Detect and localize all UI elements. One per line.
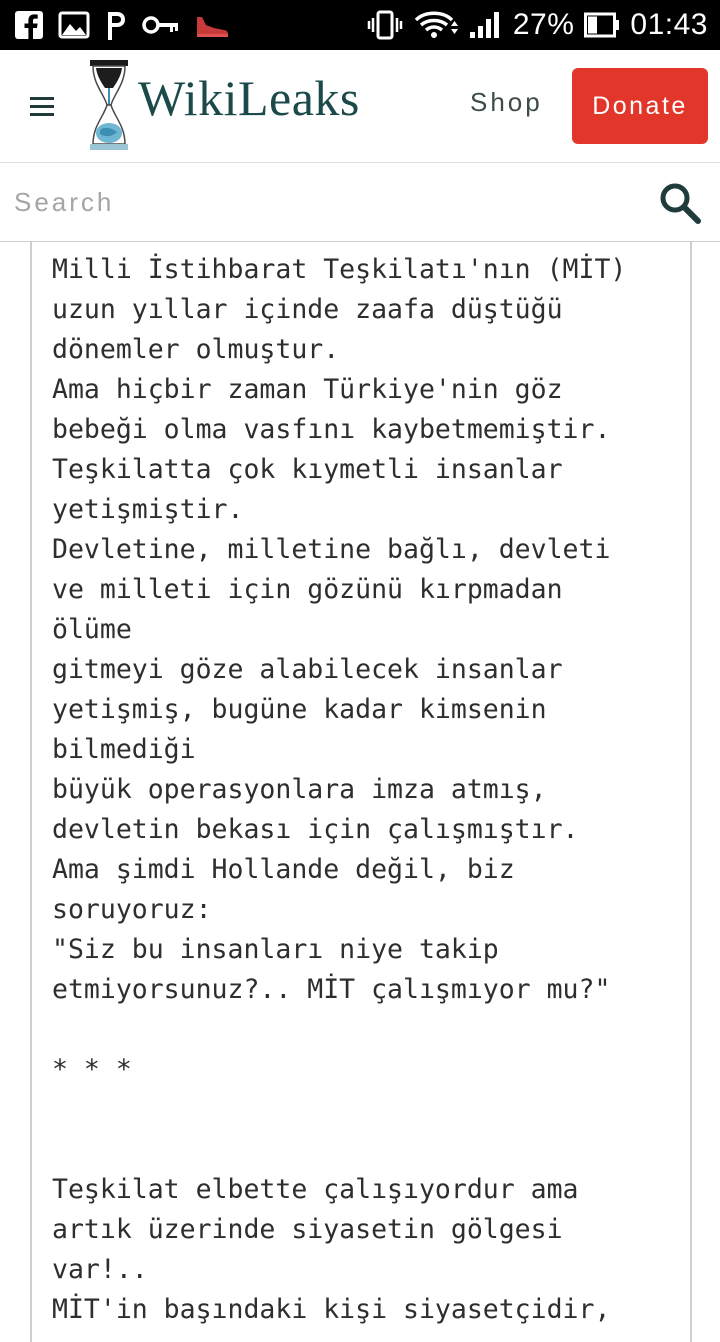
text-line: gitmeyi göze alabilecek insanlar (52, 654, 563, 685)
text-line: Ama şimdi Hollande değil, biz (52, 854, 515, 885)
facebook-icon (14, 8, 44, 42)
text-line: devletin bekası için çalışmıştır. (52, 814, 579, 845)
text-line: bilmediği (52, 734, 196, 765)
clock: 01:43 (630, 8, 708, 41)
search-icon[interactable] (656, 179, 704, 227)
hamburger-icon-bar (30, 113, 54, 116)
text-line: artık üzerinde siyasetin gölgesi (52, 1214, 563, 1245)
vibrate-icon (367, 8, 403, 42)
text-line: dönemler olmuştur. (52, 334, 340, 365)
battery-icon (584, 8, 620, 42)
text-line: Milli İstihbarat Teşkilatı'nın (MİT) (52, 254, 627, 285)
text-line (52, 1130, 682, 1170)
text-line: var!.. (52, 1254, 148, 1285)
search-bar (0, 163, 720, 242)
hourglass-logo-icon[interactable] (84, 58, 134, 152)
menu-button[interactable] (30, 88, 60, 124)
section-separator: * * * (52, 1054, 132, 1085)
p-app-icon (104, 8, 128, 42)
notification-icons (14, 8, 230, 42)
text-line: soruyoruz: (52, 894, 212, 925)
text-line: Devletine, milletine bağlı, devleti (52, 534, 611, 565)
search-input[interactable] (12, 179, 636, 225)
status-bar (0, 0, 720, 50)
text-line: uzun yıllar içinde zaafa düştüğü (52, 294, 563, 325)
key-icon (142, 8, 180, 42)
text-line: yetişmiş, bugüne kadar kimsenin (52, 694, 547, 725)
text-line: MİT'in başındaki kişi siyasetçidir, (52, 1294, 611, 1325)
document-text-frame (30, 242, 692, 1342)
battery-percent: 27% (512, 8, 575, 41)
hamburger-icon-bar (30, 97, 54, 100)
donate-button[interactable]: Donate (572, 68, 708, 144)
text-line: "Siz bu insanları niye takip (52, 934, 499, 965)
text-line: yetişmiştir. (52, 494, 244, 525)
text-line: ve milleti için gözünü kırpmadan (52, 574, 563, 605)
text-line: büyük operasyonlara imza atmış, (52, 774, 547, 805)
document-text (52, 250, 682, 1330)
site-logo-text[interactable]: WikiLeaks (138, 70, 360, 126)
shop-link[interactable]: Shop (470, 87, 543, 117)
shoe-icon (194, 8, 230, 42)
text-line: Teşkilat elbette çalışıyordur ama (52, 1174, 579, 1205)
system-status (367, 6, 708, 44)
text-line: bebeği olma vasfını kaybetmemiştir. (52, 414, 611, 445)
text-line: Ama hiçbir zaman Türkiye'nin göz (52, 374, 563, 405)
text-line: Teşkilatta çok kıymetli insanlar (52, 454, 563, 485)
hamburger-icon-bar (30, 105, 54, 108)
text-line: etmiyorsunuz?.. MİT çalışmıyor mu?" (52, 974, 611, 1005)
signal-icon (469, 8, 503, 42)
text-line (52, 1010, 682, 1050)
site-header (0, 50, 720, 163)
text-line (52, 1090, 682, 1130)
wifi-icon (413, 8, 459, 42)
image-icon (58, 8, 90, 42)
text-line: ölüme (52, 614, 132, 645)
